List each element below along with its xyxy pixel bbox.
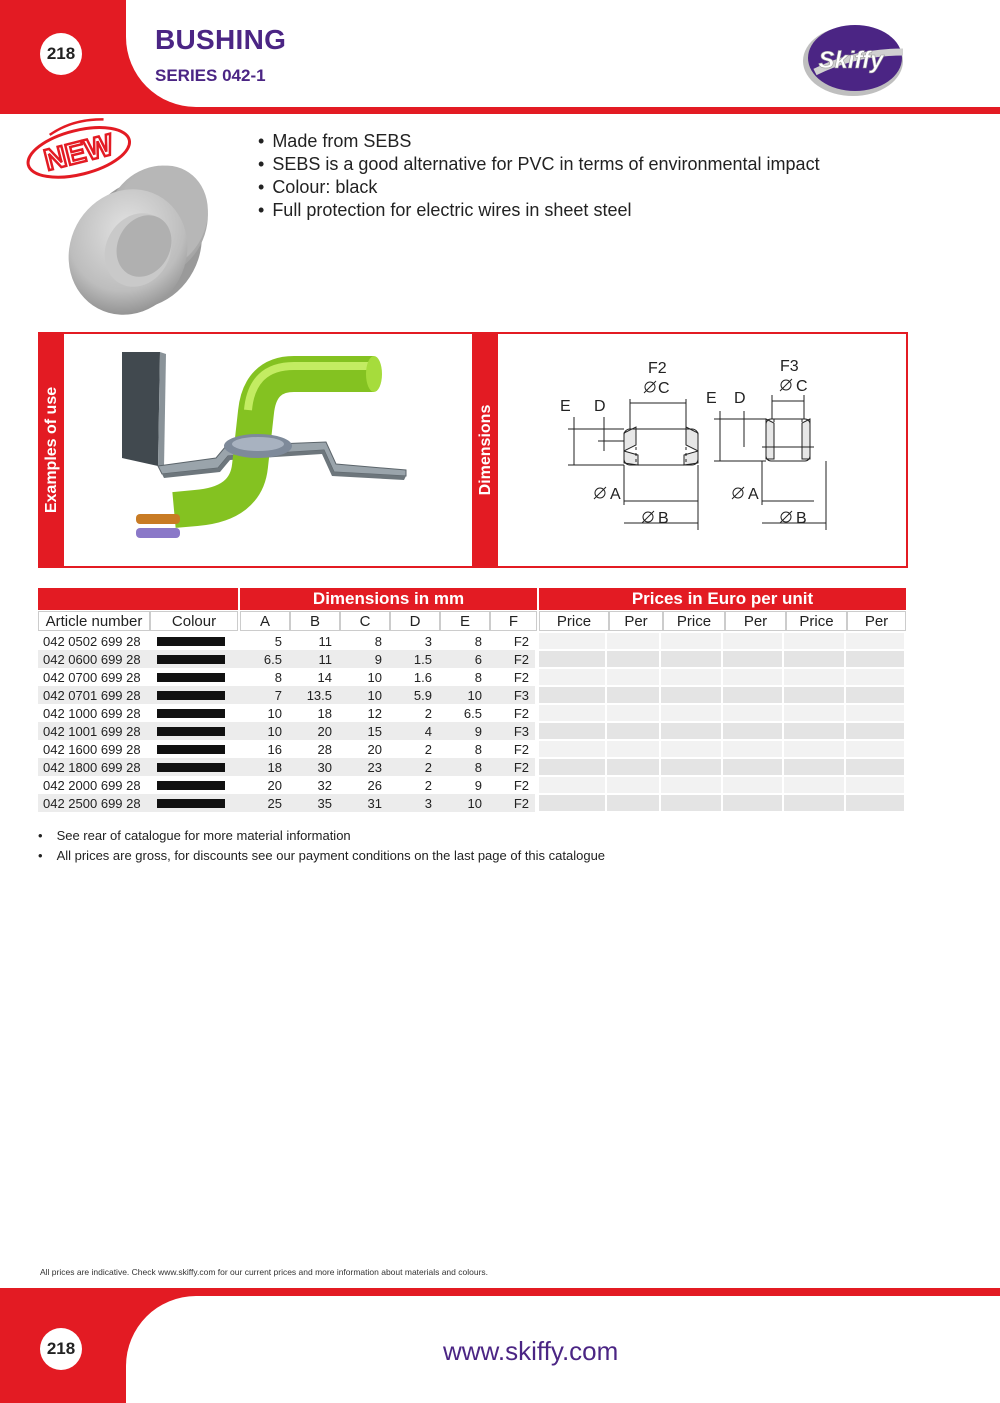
- dim-e: 9: [438, 722, 488, 740]
- dim-b: 11: [318, 633, 332, 649]
- table-row: [38, 776, 906, 794]
- dim-a: 7: [238, 686, 288, 704]
- price-disclaimer: All prices are indicative. Check www.skiffy.com for our current prices and more information about materials and colours.: [40, 1267, 489, 1277]
- label-b-f2: B: [658, 510, 669, 527]
- price-cells: [539, 705, 906, 721]
- examples-label: Examples of use: [43, 386, 60, 514]
- skiffy-logo: [795, 22, 907, 100]
- article-number: 042 0502 699 28: [43, 633, 141, 649]
- article-number: 042 2000 699 28: [43, 777, 141, 793]
- col-per-1: Per: [609, 611, 663, 631]
- label-e-f2: E: [560, 398, 571, 415]
- dim-c: 10: [367, 669, 382, 685]
- table-row: [38, 794, 906, 812]
- dim-a: 18: [238, 758, 288, 776]
- col-price-1: Price: [539, 611, 609, 631]
- label-f3: F3: [780, 358, 799, 375]
- dim-d: 5.9: [388, 686, 438, 704]
- feature-item: • Made from SEBS: [258, 130, 820, 153]
- dim-b: 30: [288, 758, 338, 776]
- colour-swatch: [148, 722, 238, 740]
- label-b-f3: B: [796, 510, 807, 527]
- feature-item: • Colour: black: [258, 176, 820, 199]
- article-number: 042 2500 699 28: [38, 794, 148, 812]
- dim-e: 6.5: [463, 705, 482, 721]
- label-d-f3: D: [734, 390, 746, 407]
- page-title: BUSHING: [155, 24, 287, 55]
- price-cells: [539, 723, 906, 739]
- dim-e: 8: [474, 669, 482, 685]
- dim-f: F2: [513, 777, 529, 793]
- col-b: B: [290, 611, 340, 631]
- colour-swatch: [148, 776, 238, 794]
- label-f2: F2: [648, 360, 667, 377]
- dim-f: F2: [488, 650, 535, 668]
- dim-a: 5: [274, 633, 282, 649]
- dim-a: 16: [267, 741, 282, 757]
- dim-a: 6.5: [238, 650, 288, 668]
- colour-swatch: [148, 632, 238, 650]
- dim-a: 20: [267, 777, 282, 793]
- colour-swatch: [148, 758, 238, 776]
- dim-c: 15: [338, 722, 388, 740]
- dim-f: F2: [488, 794, 535, 812]
- logo-text: Skiffy: [818, 47, 884, 74]
- note-item: • See rear of catalogue for more material information: [38, 826, 605, 846]
- article-number: 042 0600 699 28: [38, 650, 148, 668]
- dim-e: 10: [438, 794, 488, 812]
- dim-e: 8: [474, 633, 482, 649]
- label-a-f2: A: [610, 486, 621, 503]
- dim-c: 31: [338, 794, 388, 812]
- article-number: 042 1000 699 28: [43, 705, 141, 721]
- dim-d: 4: [388, 722, 438, 740]
- dim-d: 2: [388, 758, 438, 776]
- table-row: [38, 668, 906, 686]
- dim-c: 8: [374, 633, 382, 649]
- dim-f: F2: [513, 669, 529, 685]
- dim-d: 3: [424, 633, 432, 649]
- colour-swatch: [148, 650, 238, 668]
- dim-c: 26: [367, 777, 382, 793]
- bushing-product-image: [64, 146, 230, 316]
- col-article-number: Article number: [38, 611, 150, 631]
- col-colour: Colour: [150, 611, 238, 631]
- dimensions-label: Dimensions: [477, 404, 494, 496]
- dim-d: 2: [424, 777, 432, 793]
- label-c-f2: C: [658, 380, 670, 397]
- col-price-2: Price: [663, 611, 725, 631]
- dim-e: 6: [438, 650, 488, 668]
- new-text: NEW: [40, 128, 117, 178]
- colour-swatch: [148, 704, 238, 722]
- table-header-blank: [38, 588, 238, 610]
- feature-item: • Full protection for electric wires in sheet steel: [258, 199, 820, 222]
- dim-a: 8: [274, 669, 282, 685]
- table-row: [38, 758, 906, 776]
- col-e: E: [440, 611, 490, 631]
- price-cells: [539, 669, 906, 685]
- dim-b: 18: [317, 705, 332, 721]
- prices-group-header: Prices in Euro per unit: [539, 588, 906, 610]
- dim-d: 3: [388, 794, 438, 812]
- col-per-2: Per: [725, 611, 786, 631]
- dim-f: F2: [513, 633, 529, 649]
- dim-e: 9: [474, 777, 482, 793]
- article-number: 042 1001 699 28: [38, 722, 148, 740]
- table-row: [38, 740, 906, 758]
- examples-tab: [40, 334, 64, 566]
- article-number: 042 1600 699 28: [43, 741, 141, 757]
- dim-a: 25: [238, 794, 288, 812]
- dim-a: 10: [267, 705, 282, 721]
- notes-list: [38, 826, 605, 866]
- dim-e: 8: [438, 758, 488, 776]
- dim-f: F3: [488, 686, 535, 704]
- dimensions-tab: [474, 334, 498, 566]
- dim-f: F2: [488, 758, 535, 776]
- dim-b: 28: [317, 741, 332, 757]
- feature-item: • SEBS is a good alternative for PVC in terms of environmental impact: [258, 153, 820, 176]
- dim-c: 20: [367, 741, 382, 757]
- dimensions-group-header: Dimensions in mm: [240, 588, 537, 610]
- price-cells: [539, 687, 906, 703]
- dim-b: 14: [317, 669, 332, 685]
- table-row: [38, 704, 906, 722]
- price-cells: [539, 777, 906, 793]
- dim-d: 2: [424, 705, 432, 721]
- dimensions-diagram: [554, 355, 844, 545]
- dim-b: 11: [288, 650, 338, 668]
- article-number: 042 1800 699 28: [38, 758, 148, 776]
- note-item: • All prices are gross, for discounts see our payment conditions on the last page of this catalogue: [38, 846, 605, 866]
- dim-c: 12: [367, 705, 382, 721]
- dim-f: F2: [513, 741, 529, 757]
- footer-page-number: 218: [40, 1328, 82, 1370]
- dim-d: 1.5: [388, 650, 438, 668]
- dim-c: 9: [338, 650, 388, 668]
- dim-e: 8: [474, 741, 482, 757]
- article-number: 042 0701 699 28: [38, 686, 148, 704]
- dim-b: 13.5: [288, 686, 338, 704]
- usage-example-image: [66, 340, 466, 564]
- price-cells: [539, 741, 906, 757]
- col-per-3: Per: [847, 611, 906, 631]
- price-cells: [539, 633, 906, 649]
- dim-c: 10: [338, 686, 388, 704]
- label-e-f3: E: [706, 390, 717, 407]
- dim-b: 20: [288, 722, 338, 740]
- table-row: [38, 632, 906, 650]
- col-f: F: [490, 611, 537, 631]
- table-row: [38, 722, 906, 740]
- colour-swatch: [148, 740, 238, 758]
- colour-swatch: [148, 686, 238, 704]
- column-headers: [38, 611, 906, 631]
- price-cells: [539, 759, 906, 775]
- table-row: [38, 686, 906, 704]
- page-subtitle: SERIES 042-1: [155, 66, 266, 85]
- article-table-body: [38, 632, 906, 812]
- page-number: 218: [40, 33, 82, 75]
- col-price-3: Price: [786, 611, 847, 631]
- price-cells: [539, 651, 906, 667]
- dim-f: F3: [488, 722, 535, 740]
- dim-b: 32: [317, 777, 332, 793]
- dim-d: 2: [424, 741, 432, 757]
- col-a: A: [240, 611, 290, 631]
- website-link[interactable]: www.skiffy.com: [443, 1336, 619, 1366]
- feature-list: [258, 130, 820, 222]
- colour-swatch: [148, 668, 238, 686]
- label-d-f2: D: [594, 398, 606, 415]
- dim-d: 1.6: [413, 669, 432, 685]
- dim-a: 10: [238, 722, 288, 740]
- price-cells: [539, 795, 906, 811]
- dim-b: 35: [288, 794, 338, 812]
- label-a-f3: A: [748, 486, 759, 503]
- table-row: [38, 650, 906, 668]
- dim-f: F2: [513, 705, 529, 721]
- article-number: 042 0700 699 28: [43, 669, 141, 685]
- colour-swatch: [148, 794, 238, 812]
- label-c-f3: C: [796, 378, 808, 395]
- col-c: C: [340, 611, 390, 631]
- dim-c: 23: [338, 758, 388, 776]
- col-d: D: [390, 611, 440, 631]
- dim-e: 10: [438, 686, 488, 704]
